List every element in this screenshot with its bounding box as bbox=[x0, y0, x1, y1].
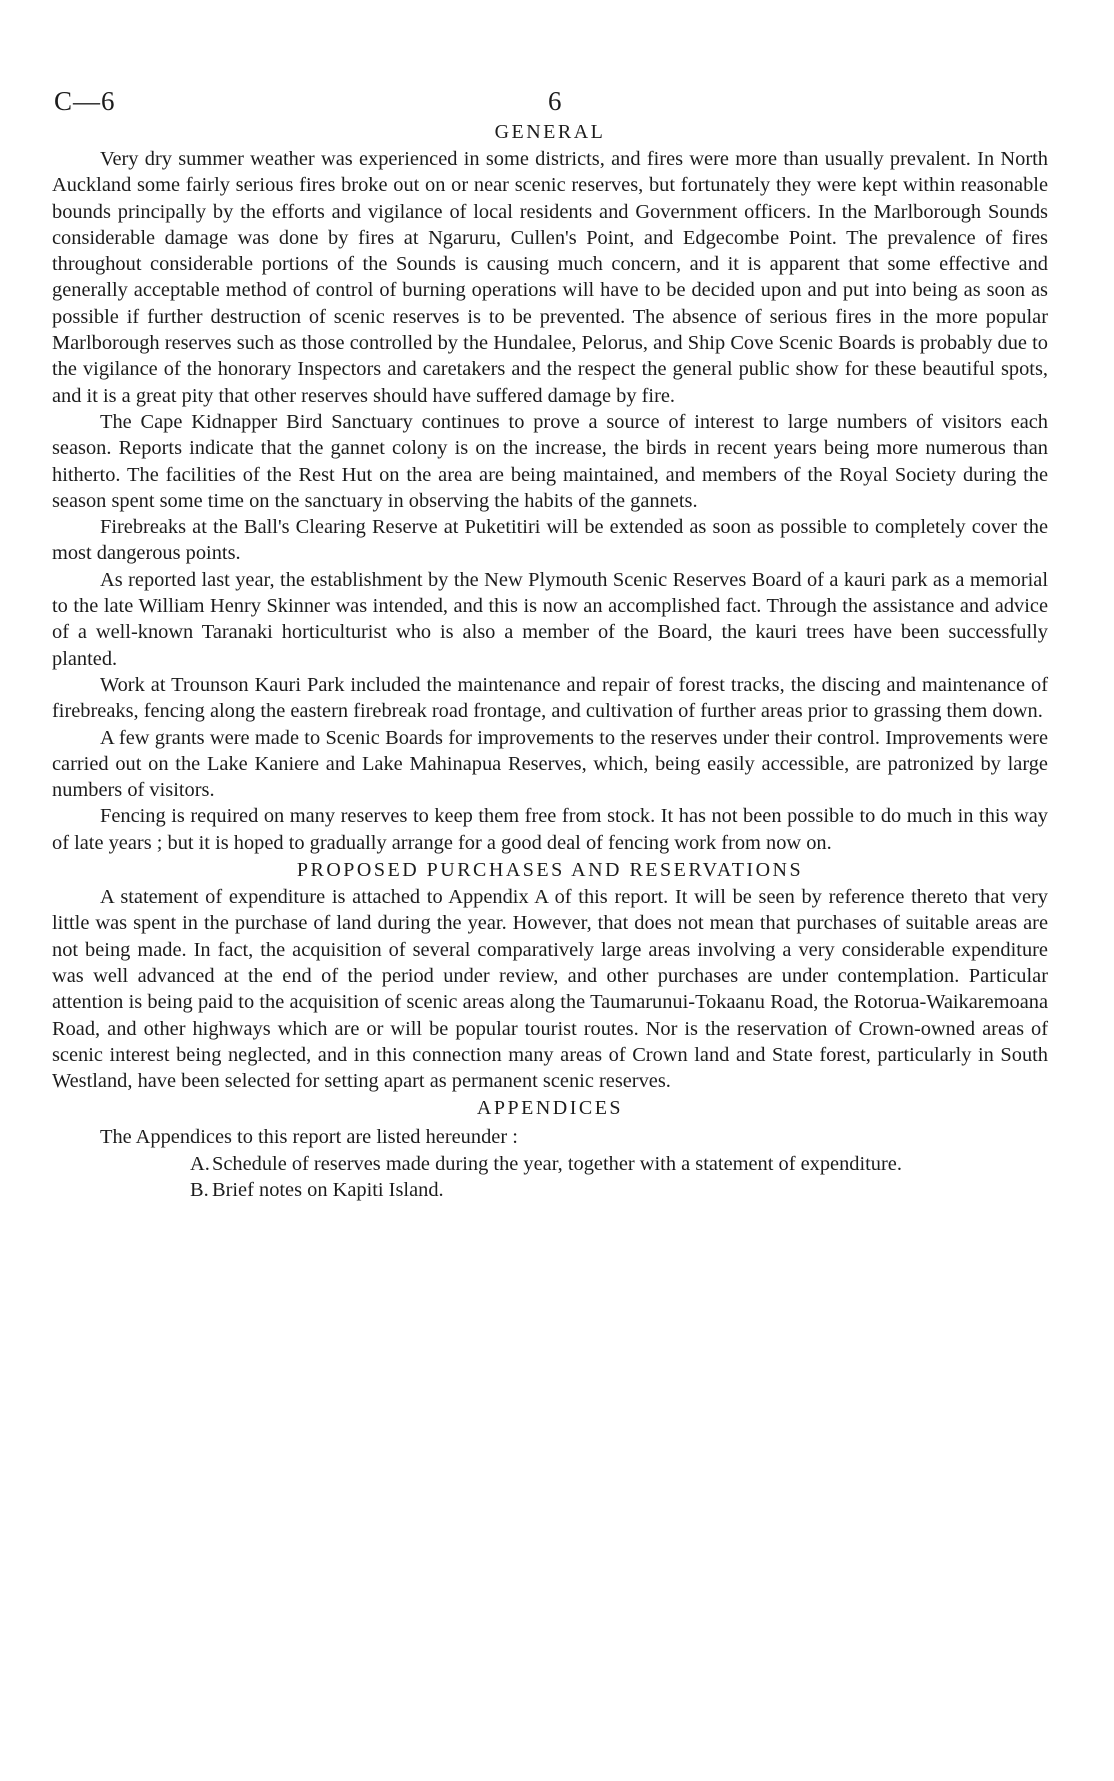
paragraph: As reported last year, the establishment by the New Plymouth Scenic Reserves Board of a kauri park as a memorial to the late William Henry Skinner was intended, and this is now an accomplished fact. Through the assistance and advice of a well-known Taranaki horticulturist who is also a member of the Board, the kauri trees have been successfully planted. bbox=[52, 568, 1048, 670]
appendix-letter: B. bbox=[190, 1178, 209, 1201]
paragraph: A few grants were made to Scenic Boards for improvements to the reserves under their control. Improvements were carried out on the Lake Kaniere and Lake Mahinapua Reserves, which, being easily accessible, are patronized by large numbers of visitors. bbox=[52, 726, 1048, 802]
paragraph: The Cape Kidnapper Bird Sanctuary continues to prove a source of interest to large numbers of visitors each season. Reports indicate that the gannet colony is on the increase, the birds in recent years being more numerous than hitherto. The facilities of the Rest Hut on the area are being maintained, and members of the Royal Society during the season spent some time on the sanctuary in observing the habits of the gannets. bbox=[52, 410, 1048, 512]
appendices-intro: The Appendices to this report are listed hereunder : bbox=[100, 1126, 518, 1149]
general-section-body bbox=[52, 146, 1048, 856]
page-number: 6 bbox=[548, 86, 563, 116]
section-heading-general: GENERAL bbox=[494, 121, 606, 143]
page-header bbox=[52, 78, 1048, 118]
paragraph: Very dry summer weather was experienced in some districts, and fires were more than usually prevalent. In North Auckland some fairly serious fires broke out on or near scenic reserves, but fortunately they were kept within reasonable bounds principally by the efforts and vigilance of local residents and Government officers. In the Marlborough Sounds considerable damage was done by fires at Ngaruru, Cullen's Point, and Edgecombe Point. The prevalence of fires throughout considerable portions of the Sounds is causing much concern, and it is apparent that some effective and generally acceptable method of control of burning operations will have to be decided upon and put into being as soon as possible if further destruction of scenic reserves is to be prevented. The absence of serious fires in the more popular Marlborough reserves such as those controlled by the Hundalee, Pelorus, and Ship Cove Scenic Boards is probably due to the vigilance of the honorary Inspectors and caretakers and the respect the general public show for these beautiful spots, and it is a great pity that other reserves should have suffered damage by fire. bbox=[52, 148, 1048, 407]
appendix-item bbox=[52, 1177, 1048, 1203]
appendix-letter: A. bbox=[190, 1152, 210, 1175]
appendix-text: Brief notes on Kapiti Island. bbox=[212, 1178, 444, 1201]
section-heading-purchases: PROPOSED PURCHASES AND RESERVATIONS bbox=[296, 859, 804, 882]
appendix-text: Schedule of reserves made during the year, together with a statement of expenditure. bbox=[212, 1152, 902, 1175]
document-reference: C—6 bbox=[54, 86, 116, 116]
paragraph: Firebreaks at the Ball's Clearing Reserve at Puketitiri will be extended as soon as possible to completely cover the most dangerous points. bbox=[52, 516, 1048, 565]
paragraph: Work at Trounson Kauri Park included the maintenance and repair of forest tracks, the discing and maintenance of firebreaks, fencing along the eastern firebreak road frontage, and cultivation of further areas prior to grassing them down. bbox=[52, 673, 1048, 723]
purchases-section-body bbox=[52, 884, 1048, 1094]
paragraph: A statement of expenditure is attached to Appendix A of this report. It will be seen by reference thereto that very little was spent in the purchase of land during the year. However, that does not mean that purchases of suitable areas are not being made. In fact, the acquisition of several comparatively large areas involving a very considerable expenditure was well advanced at the end of the period under review, and other purchases are under contemplation. Particular attention is being paid to the acquisition of scenic areas along the Taumarunui-Tokaanu Road, the Rotorua-Waikaremoana Road, and other highways which are or will be popular tourist routes. Nor is the reservation of Crown-owned areas of scenic interest being neglected, and in this connection many areas of Crown land and State forest, particularly in South Westland, have been selected for setting apart as permanent scenic reserves. bbox=[52, 886, 1048, 1093]
section-heading-appendices: APPENDICES bbox=[476, 1097, 624, 1120]
appendices-list bbox=[52, 1151, 1048, 1204]
appendices-section-body bbox=[52, 1124, 1048, 1203]
appendix-item bbox=[52, 1151, 1048, 1177]
paragraph: Fencing is required on many reserves to keep them free from stock. It has not been possible to do much in this way of late years ; but it is hoped to gradually arrange for a good deal of fencing work from now on. bbox=[52, 805, 1048, 854]
